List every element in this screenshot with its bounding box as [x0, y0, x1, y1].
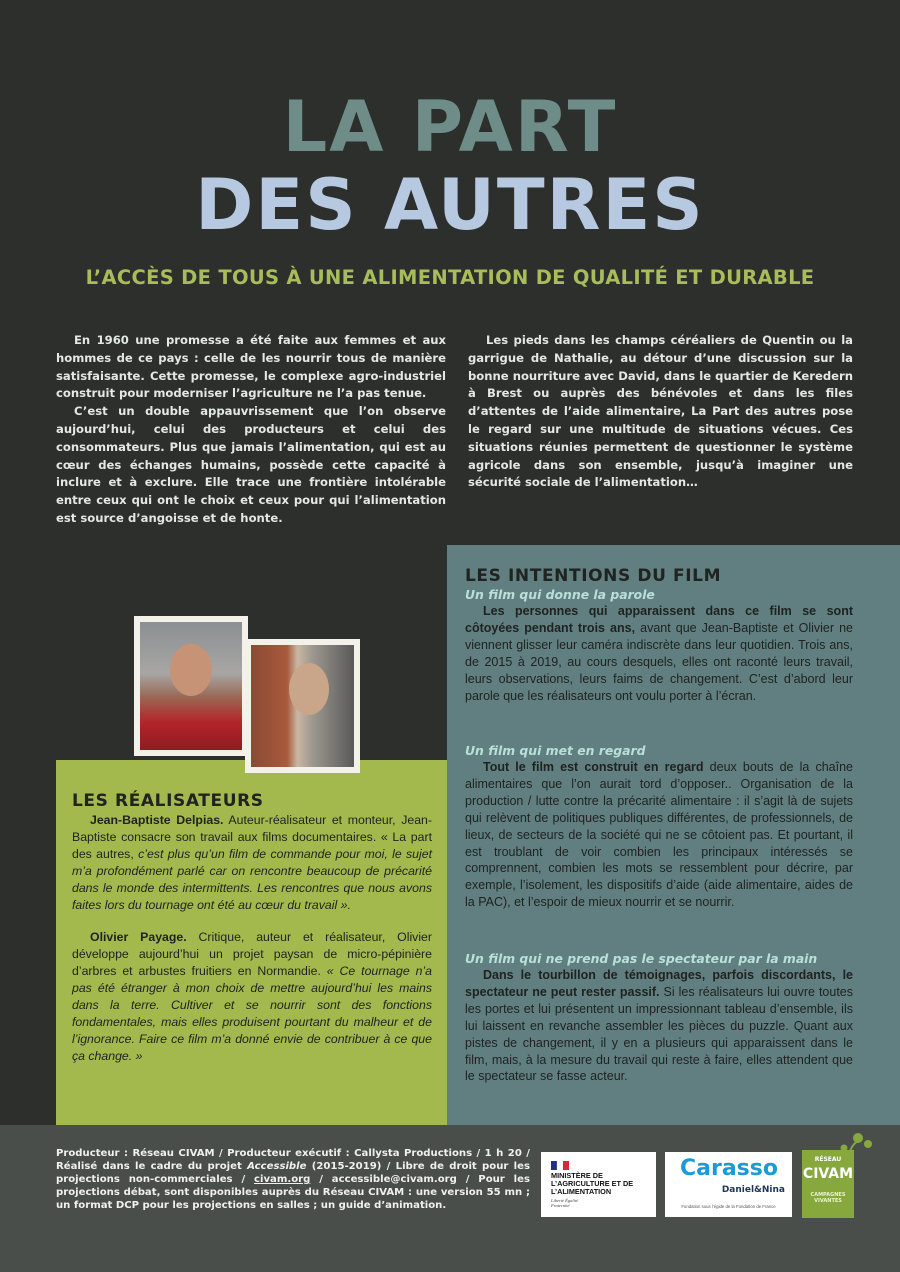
intentions-bold-3: Dans le tourbillon de témoignages, parfois discordants, le spectateur ne peut rester passif.: [465, 968, 853, 999]
director-quote-1: c’est plus qu’un film de commande pour moi, le sujet m’a profondément parlé car on rencontre beaucoup de précarité dans le monde des intermittents. Les rencontres que nous avons faites lors du tournage ont été au cœur du travail ».: [72, 846, 432, 912]
director-bio-2: Critique, auteur et réalisateur, Olivier développe aujourd’hui un projet paysan de micro-pépinière d’arbres et arbustes fruitiers en Normandie.: [72, 930, 432, 979]
intentions-text-2: [465, 759, 853, 911]
intro-left-column: [56, 332, 446, 528]
carasso-tagline: Fondation sous l’égide de la Fondation de France: [681, 1204, 776, 1209]
credits: [56, 1147, 530, 1212]
carasso-logo: [665, 1152, 792, 1217]
realisateurs-heading: LES RÉALISATEURS: [72, 791, 264, 811]
realisateurs-text: [72, 812, 432, 1065]
project-name: Accessible: [247, 1161, 307, 1173]
ministere-logo: [541, 1152, 656, 1217]
intentions-bold-2: Tout le film est construit en regard: [483, 760, 704, 774]
civam-wordmark: CIVAM: [802, 1166, 854, 1182]
carasso-sub: Daniel&Nina: [721, 1185, 785, 1195]
intro-paragraph: C’est un double appauvrissement que l’on observe aujourd’hui, celui des producteurs et celui des consommateurs. Plus que jamais l’alimentation, qui est au cœur des échanges humains, possède cette capacité à inclure et à exclure. Elle trace une frontière intolérable entre ceux qui ont le choix et ceux pour qui l’alimentation est source d’angoisse et de honte.: [56, 404, 446, 525]
intentions-text-1: [465, 603, 853, 704]
civam-link[interactable]: civam.org: [254, 1174, 311, 1186]
face-shape: [289, 663, 329, 715]
intentions-text-3: [465, 967, 853, 1085]
civam-top: RÉSEAU: [814, 1156, 842, 1163]
director-photo-jean-baptiste: [134, 616, 248, 756]
credits-text: / accessible@civam.org / Pour les projections débat, sont disponibles auprès du Réseau CIVAM : une version 55 mn ; un format DCP pour les projections en salles ; un guide d’animation.: [56, 1174, 530, 1212]
director-bio-1: Auteur-réalisateur et monteur, Jean-Baptiste consacre son travail aux films documentaires. « La part des autres,: [72, 813, 432, 861]
director-quote-2: « Ce tournage n’a pas été étranger à mon choix de mettre aujourd’hui les mains dans la terre. Cultiver et se nourrir sont des fonctions fondamentales, mais elles produisent pourtant du malheur et de l’ignorance. Faire ce film m’a donné envie de contribuer à ce que ça change. »: [72, 964, 433, 1063]
director-name-1: Jean-Baptiste Delpias.: [90, 813, 224, 827]
subtitle: L’ACCÈS DE TOUS À UNE ALIMENTATION DE QUALITÉ ET DURABLE: [85, 266, 815, 289]
director-name-2: Olivier Payage.: [90, 930, 187, 945]
intro-paragraph: En 1960 une promesse a été faite aux femmes et aux hommes de ce pays : celle de les nourrir tous de manière satisfaisante. Cette promesse, le complexe agro-industriel construit pour moderniser l’agriculture ne l’a pas tenue.: [56, 333, 446, 401]
carasso-wordmark: Carasso: [680, 1156, 778, 1181]
intentions-body-1: avant que Jean-Baptiste et Olivier ne viennent glisser leur caméra indiscrète dans leur quotidien. Trois ans, de 2015 à 2019, au cours desquels, elles ont raconté leurs travail, leurs observations, leurs faims de changement. C’est d’abord leur parole que les réalisateurs ont voulu porter à l’écran.: [465, 620, 853, 703]
intentions-bold-1: Les personnes qui apparaissent dans ce film se sont côtoyées pendant trois ans,: [465, 604, 853, 635]
ministere-name: MINISTÈRE DE L’AGRICULTURE ET DE L’ALIMENTATION: [551, 1171, 634, 1196]
intentions-subtitle-3: Un film qui ne prend pas le spectateur par la main: [465, 951, 818, 966]
credits-text: Producteur : Réseau CIVAM / Producteur exécutif : Callysta Productions / 1 h 20 / Réalisé dans le cadre du projet: [56, 1148, 530, 1173]
intentions-subtitle-1: Un film qui donne la parole: [465, 587, 655, 602]
title-line-2: DES AUTRES: [195, 164, 705, 246]
title-line-1: LA PART: [282, 86, 618, 168]
intro-right-column: [468, 332, 853, 492]
credits-text: (2015-2019) / Libre de droit pour les projections non-commerciales /: [56, 1161, 530, 1186]
civam-tagline: CAMPAGNES VIVANTES: [810, 1192, 846, 1204]
civam-logo: [802, 1150, 854, 1218]
intentions-body-2: deux bouts de la chaîne alimentaires que l’on aurait tord d’opposer.. Organisation de la production / lutte contre la précarité alimentaire : il s’agit là de sujets qui relèvent de politiques publiques différentes, de professionnels, de lieux, de secteurs de la société qui ne se côtoient pas. Et pourtant, il est troublant de voir combien les principaux intéressés se comprennent, combien les mots se ressemblent pour décrire, par exemple, l’isolement, les dispositifs d’aide (aide alimentaire, aides de la PAC), et l’espoir de mieux nourrir et se nourrir.: [465, 760, 853, 910]
ministere-motto: Liberté Égalité Fraternité: [551, 1198, 579, 1208]
intentions-body-3: Si les réalisateurs lui ouvre toutes les portes et lui présentent un impressionnant tableau d’ensemble, ils lui laissent en revanche assembler les pièces du puzzle. Quant aux pistes de changement, il y en a plusieurs qui apparaissent dans le film, mais, à la mesure du travail qui reste à faire, elles attendent que le spectateur se fasse acteur.: [465, 984, 853, 1084]
director-photo-olivier: [245, 639, 360, 773]
intentions-subtitle-2: Un film qui met en regard: [465, 743, 646, 758]
face-shape: [170, 644, 212, 696]
intro-paragraph: Les pieds dans les champs céréaliers de Quentin ou la garrigue de Nathalie, au détour d’une discussion sur la bonne nourriture avec David, dans le quartier de Keredern à Brest ou auprès des bénévoles et dans les files d’attentes de l’aide alimentaire, La Part des autres pose le regard sur une multitude de situations vécues. Ces situations réunies permettent de questionner le système agricole dans son ensemble, jusqu’à imaginer une sécurité sociale de l’alimentation…: [468, 333, 853, 490]
intentions-heading: LES INTENTIONS DU FILM: [465, 566, 722, 586]
